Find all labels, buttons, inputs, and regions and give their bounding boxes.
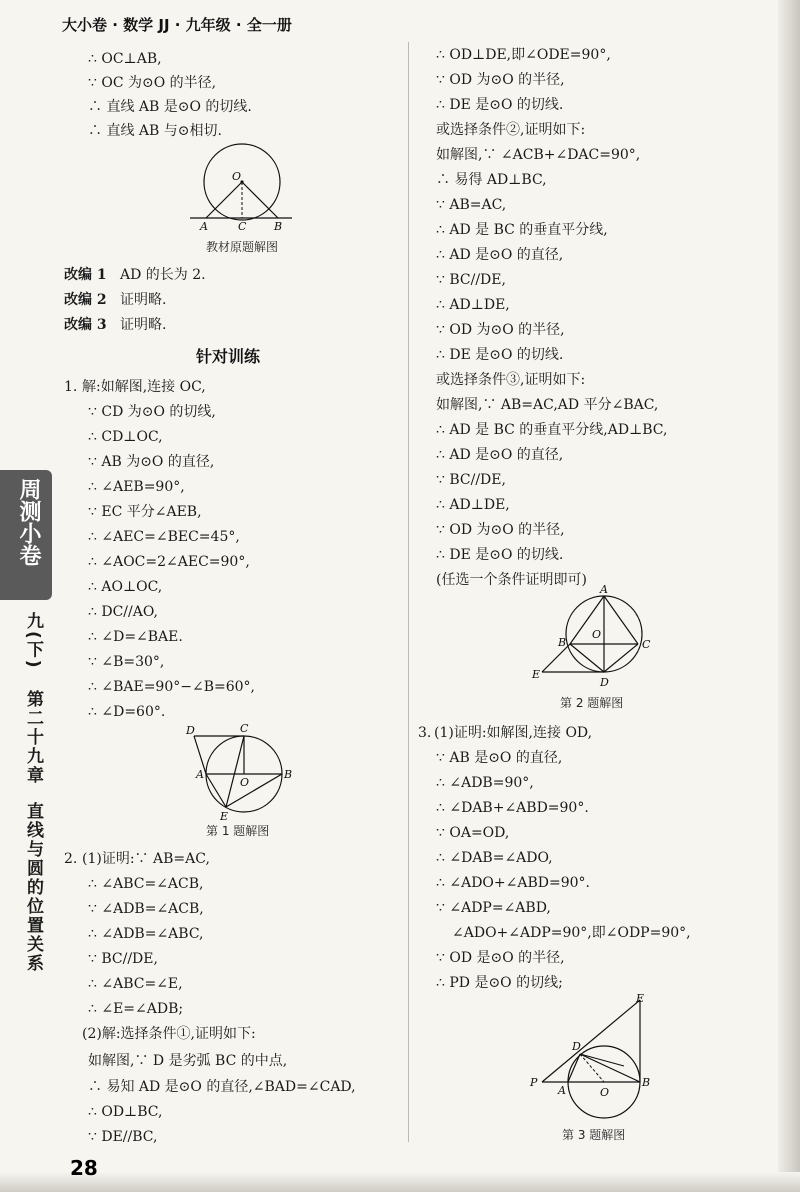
adapt-2-tag: 改编 2 [64, 292, 107, 308]
q2-line: ∴ 易知 AD 是⊙O 的直径,∠BAD=∠CAD, [88, 1079, 356, 1095]
q2-line: (2)解:选择条件①,证明如下: [82, 1026, 256, 1042]
q1-line: ∴ ∠AOC=2∠AEC=90°, [88, 554, 250, 570]
fig3-caption: 第 3 题解图 [562, 1128, 626, 1142]
fig2-label-a: A [600, 583, 608, 596]
page-edge [778, 0, 800, 1192]
figure-q3 [528, 994, 658, 1124]
adapt-3-text: 证明略. [119, 317, 167, 333]
q2-line: ∴ OD⊥BC, [88, 1104, 163, 1120]
right-line: ∴ DE 是⊙O 的切线. [436, 97, 564, 113]
q1-line: ∵ EC 平分∠AEB, [88, 504, 202, 520]
q1-line: ∴ ∠AEB=90°, [88, 479, 185, 495]
q3-line: ∴ ∠DAB+∠ABD=90°. [436, 800, 589, 816]
q2-line: ∴ ∠ABC=∠ACB, [88, 876, 204, 892]
q1-line: ∵ AB 为⊙O 的直径, [88, 454, 215, 470]
right-line: ∵ AB=AC, [436, 197, 507, 213]
q1-number: 1. [64, 379, 78, 395]
adapt-2 [64, 291, 166, 309]
q2-line: 如解图,∵ D 是劣弧 BC 的中点, [88, 1053, 288, 1069]
q3-line: ∠ADO+∠ADP=90°,即∠ODP=90°, [452, 925, 691, 941]
left-top-line: ∴ 直线 AB 与⊙相切. [88, 123, 222, 139]
fig3-label-d: D [572, 1040, 581, 1053]
fig3-label-b: B [642, 1076, 651, 1089]
right-line: ∵ BC//DE, [436, 272, 506, 288]
fig2-label-b: B [558, 636, 567, 649]
q2-line: (1)证明:∵ AB=AC, [82, 851, 210, 867]
q2-line: ∵ ∠ADB=∠ACB, [88, 901, 204, 917]
q2-line: ∵ DE//BC, [88, 1129, 158, 1145]
right-line: ∴ DE 是⊙O 的切线. [436, 547, 564, 563]
column-divider [408, 42, 409, 1142]
figure-q1 [180, 722, 300, 822]
fig0-label-o: O [232, 170, 242, 183]
q3-line: ∵ AB 是⊙O 的直径, [436, 750, 563, 766]
q3-line: ∵ ∠ADP=∠ABD, [436, 900, 551, 916]
fig2-label-e: E [532, 668, 541, 681]
right-line: 或选择条件②,证明如下: [436, 122, 586, 138]
fig3-label-o: O [600, 1086, 610, 1099]
q2-line: ∴ ∠E=∠ADB; [88, 1001, 184, 1017]
right-line: ∴ 易得 AD⊥BC, [436, 172, 547, 188]
fig0-label-a: A [200, 220, 208, 233]
right-line: 如解图,∵ ∠ACB+∠DAC=90°, [436, 147, 641, 163]
q2-line: ∴ ∠ADB=∠ABC, [88, 926, 204, 942]
right-line: ∴ DE 是⊙O 的切线. [436, 347, 564, 363]
fig1-caption: 第 1 题解图 [206, 824, 270, 838]
section-title: 针对训练 [196, 347, 261, 366]
adapt-2-text: 证明略. [119, 292, 167, 308]
q1-line: ∵ ∠B=30°, [88, 654, 165, 670]
q1-line: ∴ ∠D=60°. [88, 704, 166, 720]
adapt-1 [64, 266, 206, 284]
q1-line: ∵ CD 为⊙O 的切线, [88, 404, 216, 420]
q2-line: ∵ BC//DE, [88, 951, 158, 967]
right-line: ∵ OD 为⊙O 的半径, [436, 322, 565, 338]
right-line: ∵ OD 为⊙O 的半径, [436, 522, 565, 538]
q1-line: ∴ ∠AEC=∠BEC=45°, [88, 529, 240, 545]
q3-line: ∴ ∠ADO+∠ABD=90°. [436, 875, 590, 891]
fig3-label-a: A [558, 1084, 566, 1097]
adapt-3 [64, 316, 166, 334]
right-line: ∴ OD⊥DE,即∠ODE=90°, [436, 47, 611, 63]
figure-textbook-original [180, 140, 300, 236]
q1-line: ∴ CD⊥OC, [88, 429, 163, 445]
left-top-line: ∵ OC 为⊙O 的半径, [88, 75, 217, 91]
q2-line: ∴ ∠ABC=∠E, [88, 976, 183, 992]
fig0-label-b: B [274, 220, 283, 233]
right-line: ∴ AD 是⊙O 的直径, [436, 447, 564, 463]
right-line: ∵ BC//DE, [436, 472, 506, 488]
q1-line: ∴ ∠BAE=90°−∠B=60°, [88, 679, 255, 695]
fig1-label-c: C [240, 722, 249, 735]
fig0-label-c: C [238, 220, 247, 233]
q3-line: ∴ PD 是⊙O 的切线; [436, 975, 563, 991]
fig2-label-c: C [642, 638, 651, 651]
side-grade: 九(下) [23, 612, 43, 670]
q2-number: 2. [64, 851, 78, 867]
adapt-1-text: AD 的长为 2. [119, 267, 206, 283]
fig2-caption: 第 2 题解图 [560, 696, 624, 710]
right-line: ∴ AD 是 BC 的垂直平分线, [436, 222, 608, 238]
fig1-label-b: B [284, 768, 293, 781]
fig1-label-d: D [186, 724, 195, 737]
q3-number: 3. [418, 725, 432, 741]
fig1-label-o: O [240, 776, 250, 789]
right-line: ∴ AD 是⊙O 的直径, [436, 247, 564, 263]
right-line: ∴ AD⊥DE, [436, 497, 510, 513]
q3-line: ∵ OD 是⊙O 的半径, [436, 950, 565, 966]
right-line: 如解图,∵ AB=AC,AD 平分∠BAC, [436, 397, 659, 413]
right-line: ∴ AD 是 BC 的垂直平分线,AD⊥BC, [436, 422, 668, 438]
fig1-label-a: A [196, 768, 204, 781]
right-line: ∴ AD⊥DE, [436, 297, 510, 313]
right-line: (任选一个条件证明即可) [436, 572, 587, 588]
left-top-line: ∴ OC⊥AB, [88, 51, 162, 67]
running-header: 大小卷 · 数学 JJ · 九年级 · 全一册 [62, 16, 292, 34]
page-number: 28 [70, 1156, 98, 1180]
q1-line: ∴ DC//AO, [88, 604, 158, 620]
q1-line: 解:如解图,连接 OC, [82, 379, 206, 395]
fig2-label-o: O [592, 628, 602, 641]
right-line: ∵ OD 为⊙O 的半径, [436, 72, 565, 88]
q3-line: ∵ OA=OD, [436, 825, 510, 841]
q3-line: ∴ ∠DAB=∠ADO, [436, 850, 553, 866]
fig3-label-p: P [530, 1076, 538, 1089]
figure-q2 [530, 583, 660, 690]
side-tab-label: 周测小卷 [16, 478, 41, 566]
right-line: 或选择条件③,证明如下: [436, 372, 586, 388]
q3-line: (1)证明:如解图,连接 OD, [434, 725, 593, 741]
q1-line: ∴ ∠D=∠BAE. [88, 629, 183, 645]
fig1-label-e: E [220, 810, 229, 823]
adapt-1-tag: 改编 1 [64, 267, 107, 283]
fig3-label-e: E [636, 992, 645, 1005]
fig2-label-d: D [600, 676, 609, 689]
fig0-caption: 教材原题解图 [206, 240, 279, 254]
adapt-3-tag: 改编 3 [64, 317, 107, 333]
page-bottom-shadow [0, 1172, 800, 1192]
q3-line: ∴ ∠ADB=90°, [436, 775, 534, 791]
left-top-line: ∴ 直线 AB 是⊙O 的切线. [88, 99, 252, 115]
q1-line: ∴ AO⊥OC, [88, 579, 163, 595]
side-chapter: 第二十九章 [23, 690, 43, 785]
side-topic: 直线与圆的位置关系 [23, 802, 43, 973]
